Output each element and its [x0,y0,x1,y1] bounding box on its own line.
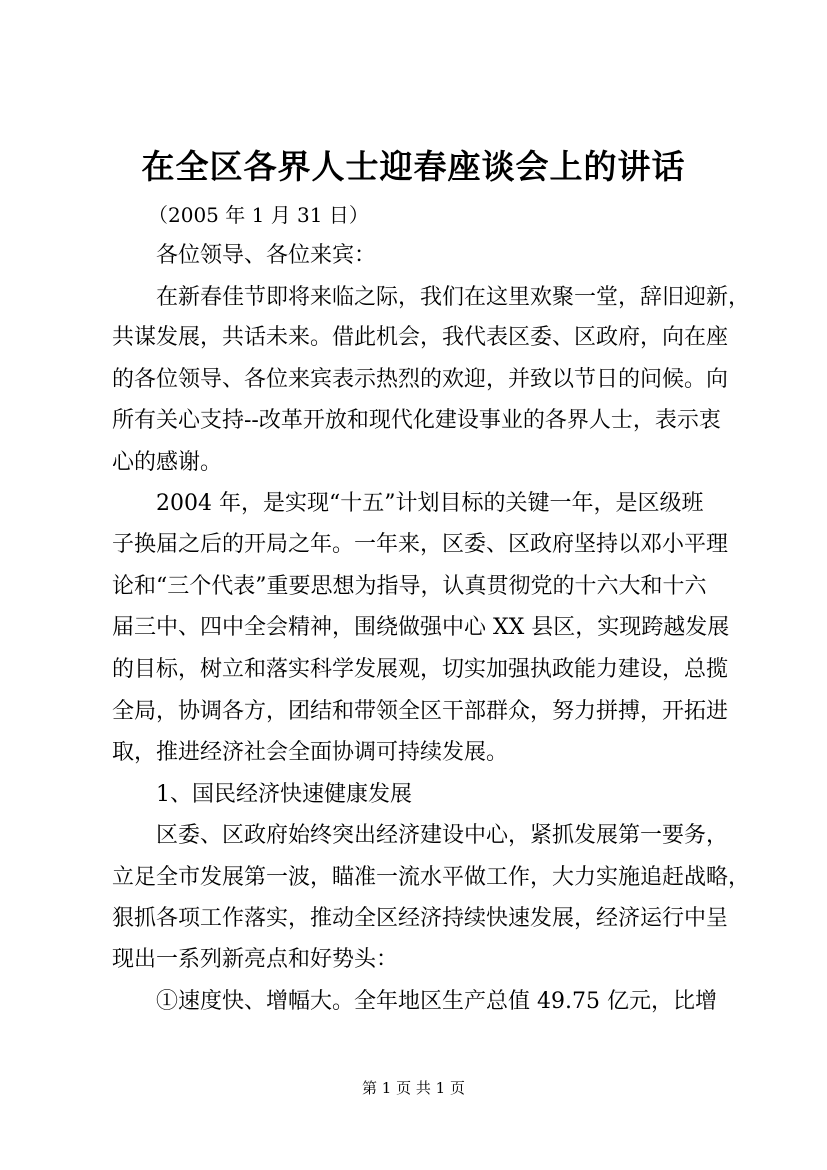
salutation-line: 各位领导、各位来宾： [156,243,377,268]
paragraph-line: 取，推进经济社会全面协调可持续发展。 [112,740,509,765]
paragraph-line: 共谋发展，共话未来。借此机会，我代表区委、区政府，向在座 [112,325,729,350]
paragraph-line: 心的感谢。 [112,450,223,475]
paragraph-line: 所有关心支持--改革开放和现代化建设事业的各界人士，表示衷 [112,408,721,433]
document-title: 在全区各界人士迎春座谈会上的讲话 [141,147,686,186]
section-heading: 1、国民经济快速健康发展 [156,782,412,807]
paragraph-line: 在新春佳节即将来临之际，我们在这里欢聚一堂，辞旧迎新， [156,285,751,310]
paragraph-line: 现出一系列新亮点和好势头： [112,947,399,972]
paragraph-line: 的目标，树立和落实科学发展观，切实加强执政能力建设，总揽 [112,657,729,682]
paragraph-line: 的各位领导、各位来宾表示热烈的欢迎，并致以节日的问候。向 [112,367,729,392]
paragraph-line: 届三中、四中全会精神，围绕做强中心 XX 县区，实现跨越发展 [112,615,730,640]
paragraph-line: 全局，协调各方，团结和带领全区干部群众，努力拼搏，开拓进 [112,699,729,724]
paragraph-line: 子换届之后的开局之年。一年来，区委、区政府坚持以邓小平理 [112,532,729,557]
page-footer: 第 1 页 共 1 页 [362,1079,465,1097]
paragraph-line: 立足全市发展第一波，瞄准一流水平做工作，大力实施追赶战略， [112,865,751,890]
paragraph-line: 区委、区政府始终突出经济建设中心，紧抓发展第一要务， [156,823,729,848]
paragraph-line: 狠抓各项工作落实，推动全区经济持续快速发展，经济运行中呈 [112,906,729,931]
paragraph-line: ①速度快、增幅大。全年地区生产总值 49.75 亿元，比增 [156,989,717,1014]
document-date: （2005 年 1 月 31 日） [148,203,369,227]
paragraph-line: 2004 年，是实现“十五”计划目标的关键一年，是区级班 [156,491,704,516]
paragraph-line: 论和“三个代表”重要思想为指导，认真贯彻党的十六大和十六 [112,574,707,599]
